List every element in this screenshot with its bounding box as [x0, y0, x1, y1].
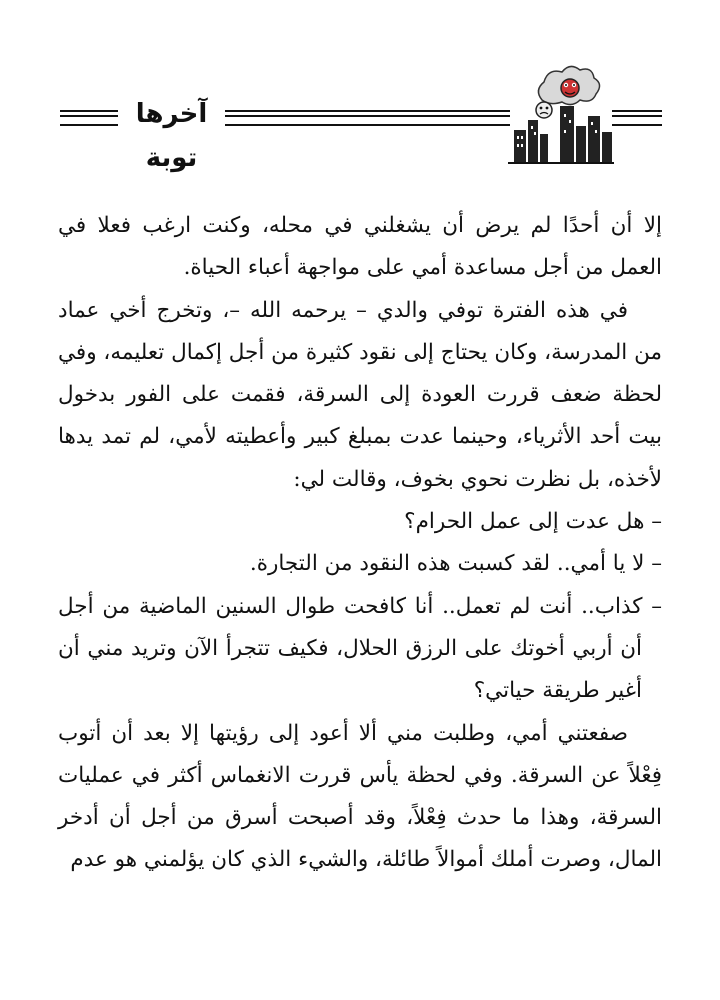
cartoon-city-skyline-icon [508, 60, 614, 164]
dialogue-line-3: – كذاب.. أنت لم تعمل.. أنا كافحت طوال السنين الماضية من أجل أن أربي أخوتك على الرزق الحلال، فكيف تتجرأ الآن وتريد مني أن أغير طريقة حياتي؟ [58, 593, 662, 704]
paragraph-3: صفعتني أمي، وطلبت مني ألا أعود إلى رؤيتها إلا بعد أن أتوب فِعْلاً عن السرقة. وفي لحظة يأس قررت الانغماس أكثر في عمليات السرقة، وهذا ما حدث فِعْلاً، وقد أصبحت أسرق من أجل أن أدخر المال، وصرت أملك أموالاً طائلة، والشيء الذي كان يؤلمني هو عدم [58, 720, 662, 873]
dialogue-line-1: – هل عدت إلى عمل الحرام؟ [404, 509, 662, 535]
paragraph-1: إلا أن أحدًا لم يرض أن يشغلني في محله، وكنت ارغب فعلا في العمل من أجل مساعدة أمي على مواجهة أعباء الحياة. [58, 213, 662, 281]
header-rule-right [612, 110, 662, 126]
chapter-title: آخرها توبة [135, 99, 208, 173]
page-header [0, 0, 720, 180]
header-rule-left [60, 110, 118, 126]
header-rule-middle [225, 110, 510, 126]
body-text [58, 205, 662, 882]
dialogue-line-2: – لا يا أمي.. لقد كسبت هذه النقود من التجارة. [249, 551, 662, 577]
paragraph-2: في هذه الفترة توفي والدي – يرحمه الله –، وتخرج أخي عماد من المدرسة، وكان يحتاج إلى نقود كثيرة من أجل إكمال تعليمه، وفي لحظة ضعف قررت العودة إلى السرقة، فقمت على الفور بدخول بيت أحد الأثرياء، وحينما عدت بمبلغ كبير وأعطيته لأمي، لم تمد يدها لأخذه، بل نظرت نحوي بخوف، وقالت لي: [58, 297, 662, 492]
